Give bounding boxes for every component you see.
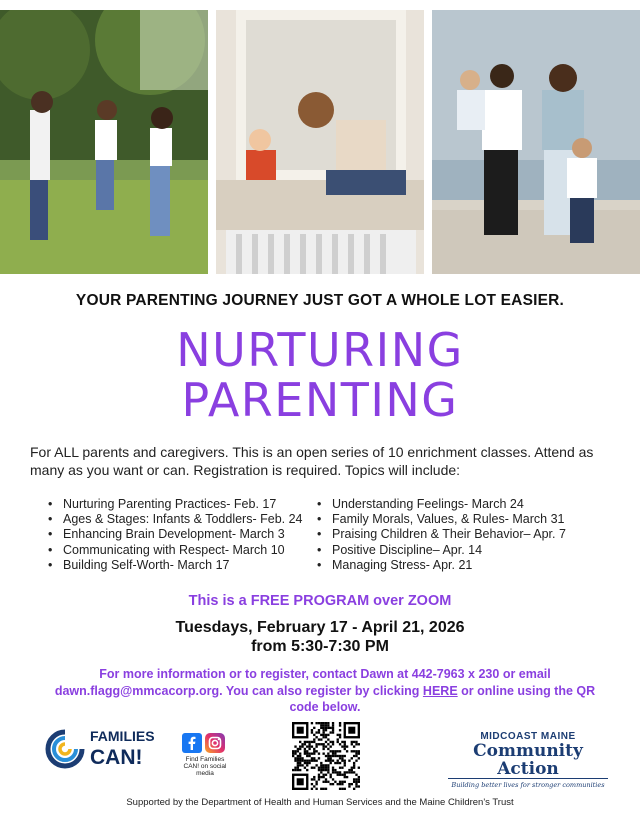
- community-action-slogan: Building better lives for stronger communities: [451, 781, 605, 789]
- families-can-line2: CAN!: [90, 746, 143, 769]
- families-can-swirl-icon: [44, 728, 86, 770]
- contact-text-end: or online using the QR code below.: [289, 683, 596, 715]
- social-media-note: Find Families CAN! on social media: [183, 756, 227, 777]
- topic-item: • Enhancing Brain Development- March 3: [48, 527, 318, 542]
- social-media-block: [180, 733, 230, 777]
- community-action-name: Community Action: [448, 742, 608, 779]
- register-here-link[interactable]: HERE: [422, 683, 458, 698]
- topic-item: • Family Morals, Values, & Rules- March 31: [317, 512, 617, 527]
- family-seaside-photo: [432, 10, 640, 274]
- free-program-notice: This is a FREE PROGRAM over ZOOM: [188, 593, 452, 609]
- topic-list-left: [48, 497, 318, 573]
- photo-strip: [0, 10, 640, 274]
- families-can-logo: [44, 724, 174, 772]
- mother-child-window-photo: [216, 10, 424, 274]
- topic-item: • Understanding Feelings- March 24: [317, 497, 617, 512]
- contact-text: For more information or to register, contact Dawn at 442-7963 x 230 or email dawn.flagg@mmcacorp.org. You can also register by clicking: [54, 667, 551, 698]
- contact-info: [50, 666, 600, 716]
- families-can-line1: FAMILIES: [90, 728, 155, 744]
- program-times: from 5:30-7:30 PM: [251, 638, 389, 655]
- topic-item: • Praising Children & Their Behavior– Apr. 7: [317, 527, 617, 542]
- facebook-icon[interactable]: [182, 733, 202, 753]
- program-dates: Tuesdays, February 17 - April 21, 2026: [175, 619, 465, 636]
- topic-item: • Ages & Stages: Infants & Toddlers- Feb. 24: [48, 512, 318, 527]
- community-action-logo: [448, 731, 608, 789]
- registration-qr-code[interactable]: [292, 722, 360, 790]
- instagram-icon[interactable]: [205, 733, 225, 753]
- funding-footer: Supported by the Department of Health and Human Services and the Maine Children's Trust: [126, 797, 514, 808]
- topic-list-right: [317, 497, 617, 573]
- topic-item: • Managing Stress- Apr. 21: [317, 558, 617, 573]
- topic-item: • Positive Discipline– Apr. 14: [317, 543, 617, 558]
- program-title-line-2: PARENTING: [181, 373, 459, 427]
- families-can-wordmark: [90, 726, 155, 768]
- community-action-region: MIDCOAST MAINE: [480, 731, 576, 742]
- intro-paragraph: For ALL parents and caregivers. This is an open series of 10 enrichment classes. Attend as many as you want or can. Registration is required. Topics will include:: [30, 444, 594, 478]
- topic-item: • Nurturing Parenting Practices- Feb. 17: [48, 497, 318, 512]
- topic-item: • Building Self-Worth- March 17: [48, 558, 318, 573]
- family-park-photo: [0, 10, 208, 274]
- topic-item: • Communicating with Respect- March 10: [48, 543, 318, 558]
- tagline: YOUR PARENTING JOURNEY JUST GOT A WHOLE LOT EASIER.: [75, 292, 565, 309]
- program-title-line-1: NURTURING: [176, 323, 464, 377]
